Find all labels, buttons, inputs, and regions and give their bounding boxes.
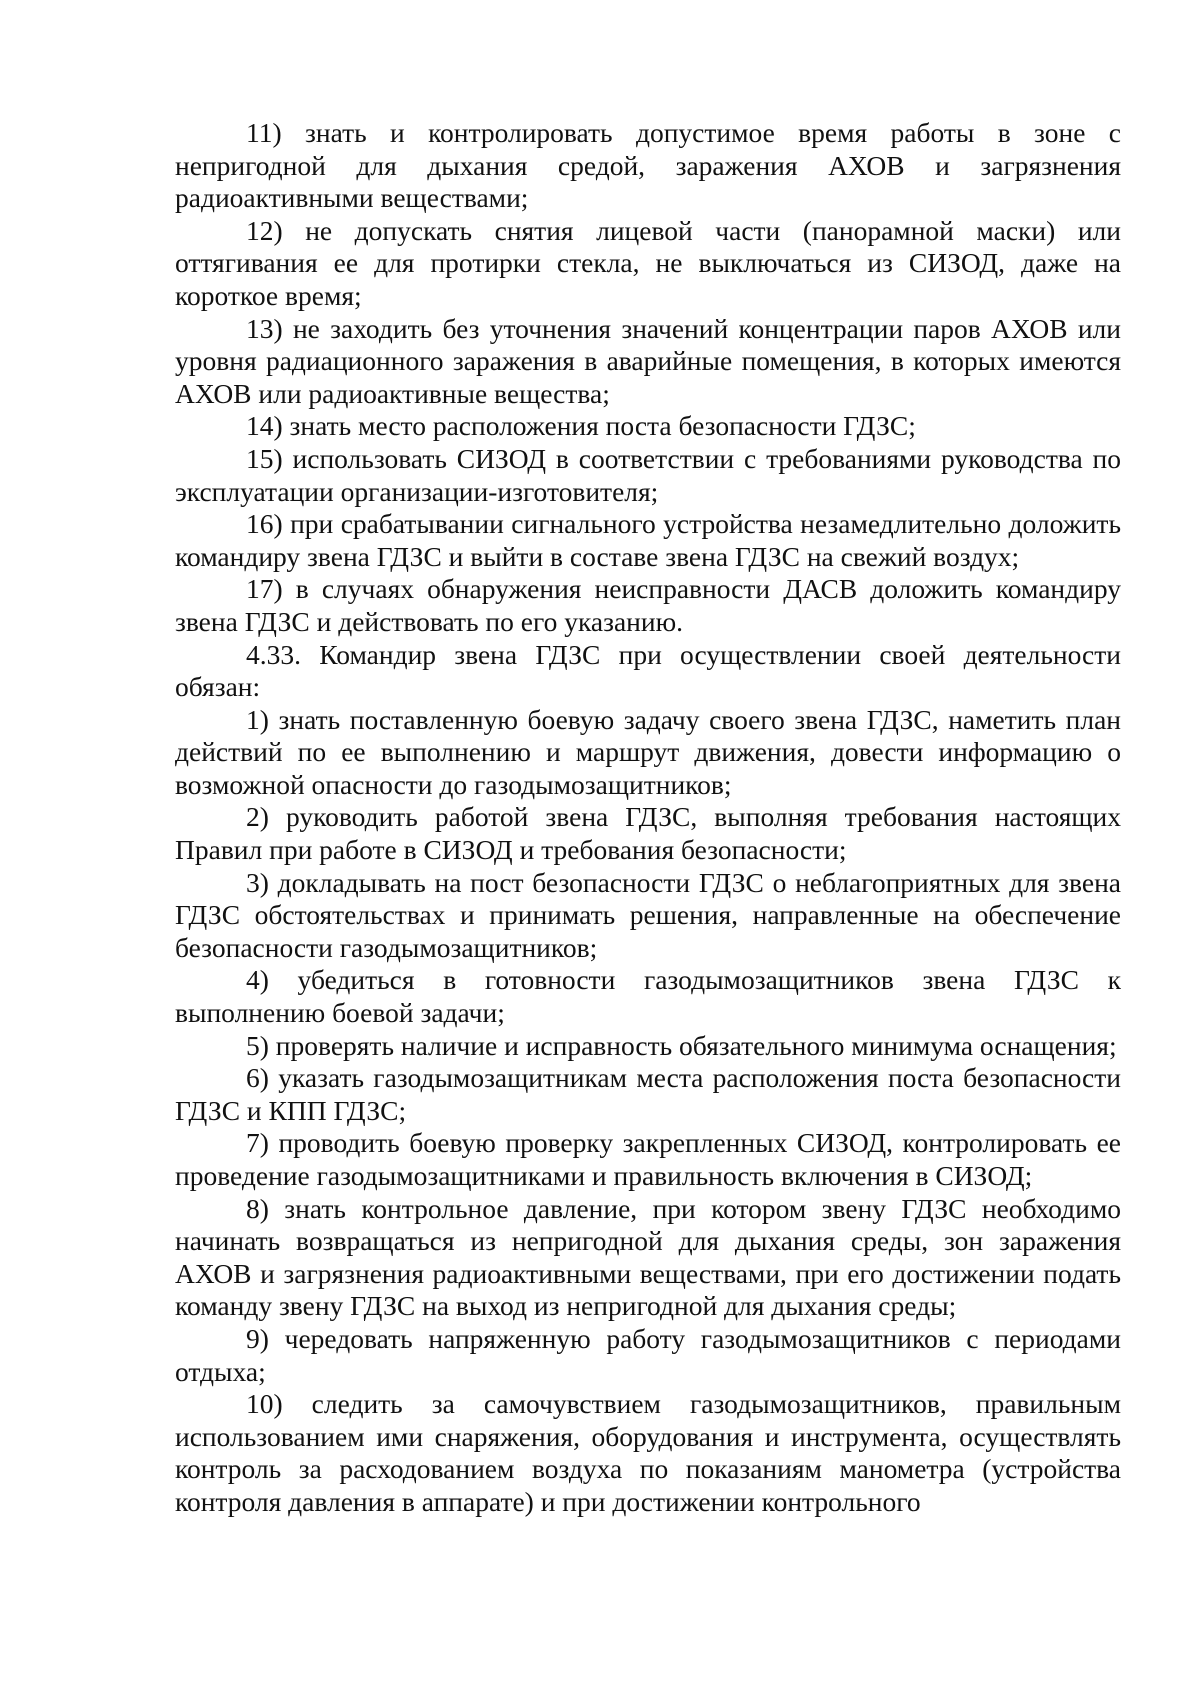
commander-duty-10: 10) следить за самочувствием газодымозащитников, правильным использованием ими снаряжения, оборудования и инструмента, осуществлять контроль за расходованием воздуха по показаниям манометра (устройства контроля давления в аппарате) и при достижении контрольного: [175, 1388, 1121, 1517]
paragraph-14: 14) знать место расположения поста безопасности ГДЗС;: [246, 410, 916, 442]
commander-duty-8: 8) знать контрольное давление, при котором звену ГДЗС необходимо начинать возвращаться из непригодной для дыхания среды, зон заражения АХОВ и загрязнения радиоактивными веществами, при его достижении подать команду звену ГДЗС на выход из непригодной для дыхания среды;: [175, 1192, 1121, 1322]
commander-duty-1: 1) знать поставленную боевую задачу своего звена ГДЗС, наметить план действий по ее выполнению и маршрут движения, довести информацию о возможной опасности до газодымозащитников;: [175, 703, 1121, 800]
commander-duty-6: 6) указать газодымозащитникам места расположения поста безопасности ГДЗС и КПП ГДЗС;: [175, 1062, 1121, 1126]
commander-duty-7: 7) проводить боевую проверку закрепленных СИЗОД, контролировать ее проведение газодымозащитниками и правильность включения в СИЗОД;: [175, 1127, 1121, 1191]
paragraph-12: 12) не допускать снятия лицевой части (панорамной маски) или оттягивания ее для протирки стекла, не выключаться из СИЗОД, даже на короткое время;: [175, 214, 1121, 311]
paragraph-15: 15) использовать СИЗОД в соответствии с требованиями руководства по эксплуатации организации-изготовителя;: [175, 442, 1121, 507]
document-body: [175, 117, 1121, 1519]
paragraph-16: 16) при срабатывании сигнального устройства незамедлительно доложить командиру звена ГДЗС и выйти в составе звена ГДЗС на свежий воздух;: [175, 508, 1121, 572]
commander-duty-9: 9) чередовать напряженную работу газодымозащитников с периодами отдыха;: [175, 1322, 1121, 1387]
paragraph-11: 11) знать и контролировать допустимое время работы в зоне с непригодной для дыхания средой, заражения АХОВ и загрязнения радиоактивными веществами;: [175, 117, 1121, 214]
commander-duty-4: 4) убедиться в готовности газодымозащитников звена ГДЗС к выполнению боевой задачи;: [175, 964, 1121, 1029]
paragraph-13: 13) не заходить без уточнения значений концентрации паров АХОВ или уровня радиационного заражения в аварийные помещения, в которых имеются АХОВ или радиоактивные вещества;: [175, 312, 1121, 409]
paragraph-17: 17) в случаях обнаружения неисправности ДАСВ доложить командиру звена ГДЗС и действовать по его указанию.: [175, 573, 1121, 637]
commander-duty-2: 2) руководить работой звена ГДЗС, выполняя требования настоящих Правил при работе в СИЗОД и требования безопасности;: [175, 801, 1121, 866]
commander-duty-5: 5) проверять наличие и исправность обязательного минимума оснащения;: [246, 1029, 1117, 1061]
section-4-33-heading: 4.33. Командир звена ГДЗС при осуществлении своей деятельности обязан:: [175, 638, 1121, 703]
commander-duty-3: 3) докладывать на пост безопасности ГДЗС о неблагоприятных для звена ГДЗС обстоятельствах и принимать решения, направленные на обеспечение безопасности газодымозащитников;: [175, 866, 1121, 963]
